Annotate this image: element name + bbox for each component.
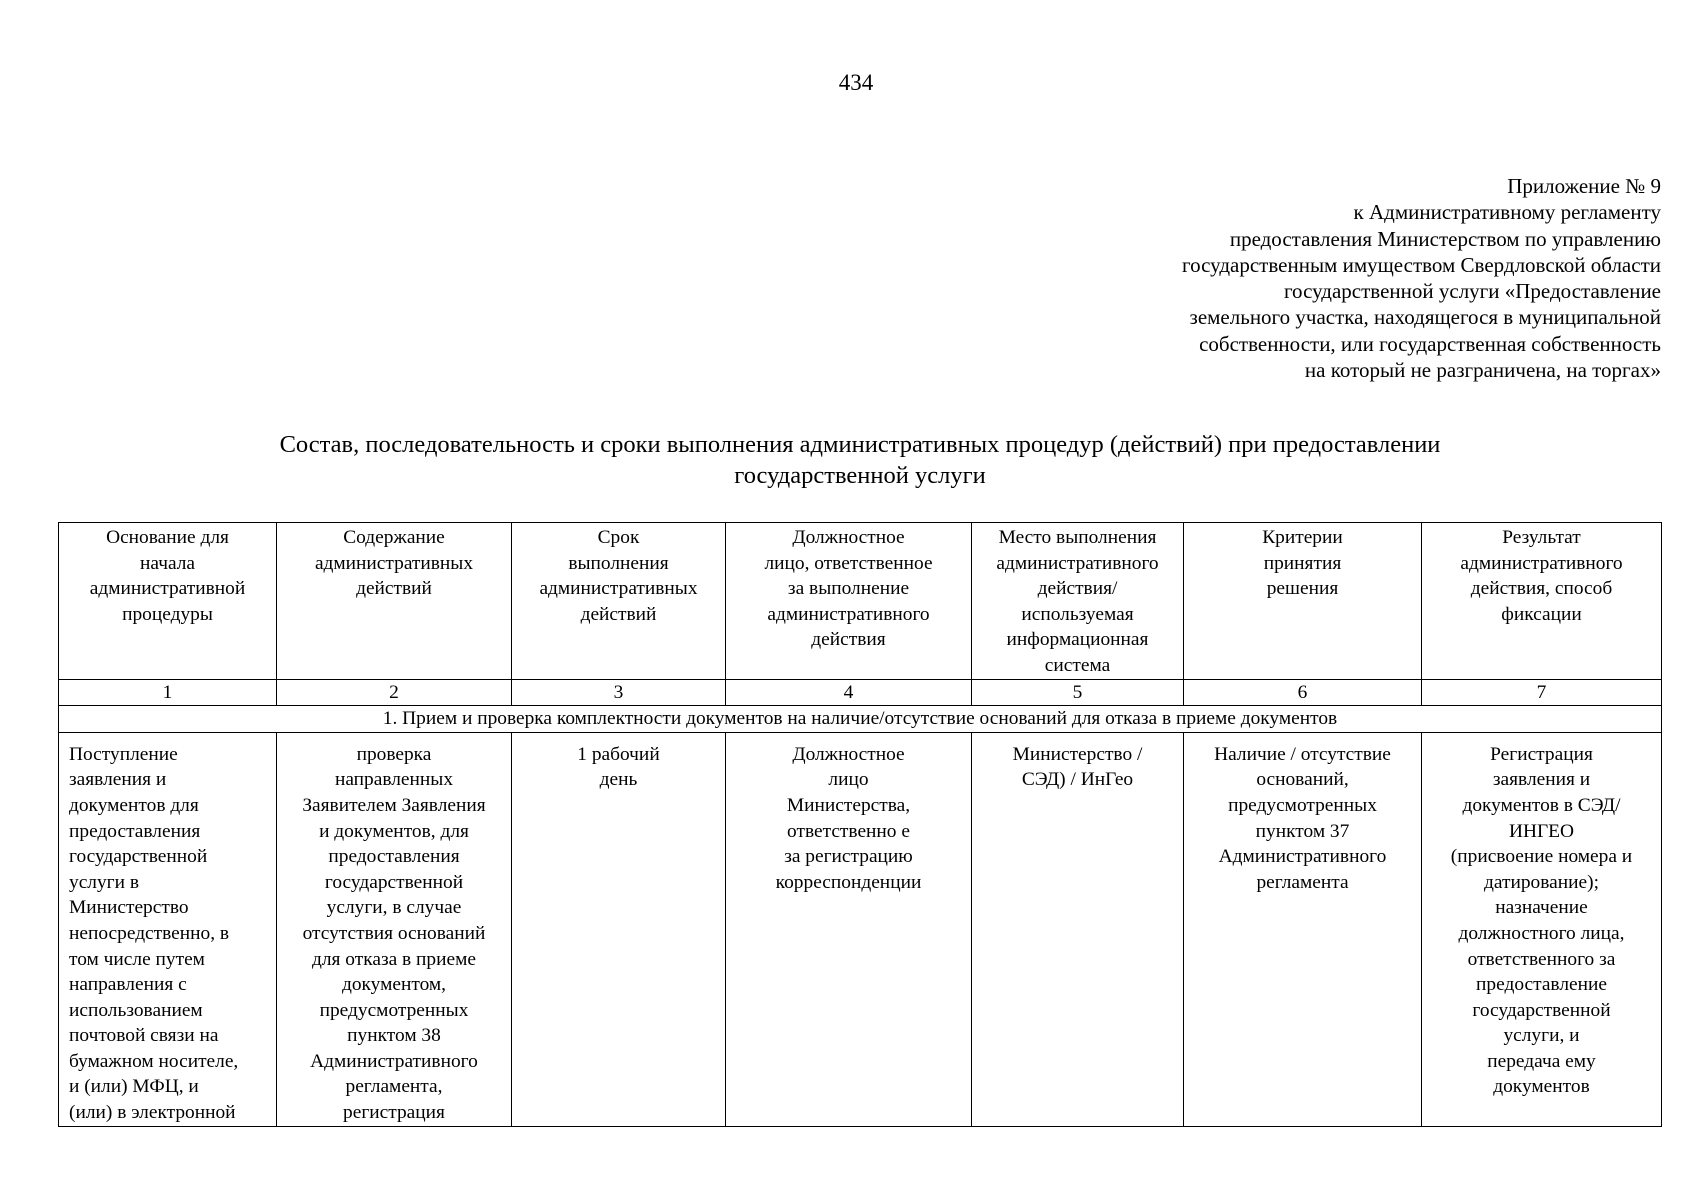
table-cell-content <box>277 732 512 1126</box>
cell-line: датирование); <box>1484 871 1599 893</box>
column-number: 6 <box>1184 679 1422 706</box>
cell-line: административных <box>539 578 698 600</box>
cell-line: решения <box>1266 578 1339 600</box>
appendix-line: Приложение № 9 <box>1507 174 1661 198</box>
cell-line: ответственного за <box>1467 948 1616 970</box>
cell-line: Срок <box>597 527 640 548</box>
cell-line: отсутствия оснований <box>302 922 486 944</box>
cell-line: (присвоение номера и <box>1450 846 1633 868</box>
cell-line: предоставления <box>69 820 201 842</box>
cell-line: лицо, ответственное <box>764 552 933 574</box>
cell-line: почтовой связи на <box>69 1025 219 1047</box>
appendix-line: государственной услуги «Предоставление <box>1283 279 1661 304</box>
cell-line: фиксации <box>1501 603 1582 625</box>
cell-line: Критерии <box>1262 527 1343 548</box>
cell-line: заявления и <box>69 769 167 791</box>
cell-line: Министерства, <box>786 794 911 816</box>
table-cell-place <box>972 732 1184 1126</box>
column-number-row <box>59 679 1662 706</box>
cell-line: лицо <box>828 769 869 791</box>
cell-line: документов в СЭД/ <box>1462 794 1621 816</box>
cell-line: начала <box>139 552 196 574</box>
cell-line: назначение <box>1495 897 1588 919</box>
column-number: 2 <box>277 679 512 706</box>
cell-line: и (или) МФЦ, и <box>69 1076 199 1098</box>
column-number: 5 <box>972 679 1184 706</box>
cell-line: государственной <box>1472 999 1611 1021</box>
cell-line: документов <box>1493 1076 1590 1098</box>
cell-line: государственной <box>69 846 208 868</box>
cell-line: действия <box>811 629 886 651</box>
cell-line: действия, способ <box>1470 578 1613 600</box>
column-number: 1 <box>59 679 277 706</box>
column-number: 3 <box>512 679 726 706</box>
cell-line: корреспонденции <box>775 871 922 893</box>
appendix-line: земельного участка, находящегося в муниципальной <box>1189 305 1661 330</box>
column-number: 4 <box>726 679 972 706</box>
cell-line: процедуры <box>122 603 213 625</box>
column-number: 7 <box>1422 679 1662 706</box>
cell-line: Министерство <box>69 897 189 919</box>
cell-line: Административного <box>310 1050 478 1072</box>
cell-line: Содержание <box>343 527 445 548</box>
cell-line: проверка <box>356 743 432 765</box>
appendix-line: государственным имуществом Свердловской области <box>1182 252 1661 277</box>
cell-line: система <box>1044 654 1111 676</box>
cell-line: принятия <box>1263 552 1342 574</box>
cell-line: за регистрацию <box>784 846 913 868</box>
cell-line: направления с <box>69 974 187 996</box>
cell-line: услуги, и <box>1503 1025 1580 1047</box>
cell-line: Административного <box>1218 846 1387 868</box>
cell-line: ответственно е <box>787 820 910 842</box>
header-cell <box>1184 523 1422 680</box>
header-row <box>59 523 1662 680</box>
cell-line: услуги в <box>69 871 140 893</box>
header-cell <box>726 523 972 680</box>
cell-line: непосредственно, в <box>69 922 230 944</box>
table-cell-criteria <box>1184 732 1422 1126</box>
appendix-note <box>1182 173 1661 383</box>
cell-line: административного <box>996 552 1159 574</box>
cell-line: должностного лица, <box>1458 922 1625 944</box>
table-row <box>59 732 1662 1126</box>
cell-line: действий <box>356 578 432 600</box>
cell-line: документов для <box>69 794 199 816</box>
cell-line: заявления и <box>1492 769 1591 791</box>
cell-line: административных <box>314 552 474 574</box>
cell-line: СЭД) / ИнГео <box>1021 769 1134 791</box>
header-cell <box>1422 523 1662 680</box>
cell-line: направленных <box>334 769 454 791</box>
cell-line: (или) в электронной <box>69 1102 236 1124</box>
appendix-line: на который не разграничена, на торгах» <box>1304 358 1661 383</box>
cell-line: документом, <box>341 974 447 996</box>
cell-line: действий <box>580 603 657 625</box>
header-cell <box>59 523 277 680</box>
cell-line: для отказа в приеме <box>311 948 476 970</box>
cell-line: ИНГЕО <box>1508 820 1575 842</box>
cell-line: день <box>599 769 638 791</box>
cell-line: Должностное <box>792 743 905 765</box>
cell-line: регламента, <box>345 1076 443 1098</box>
cell-line: Министерство / <box>1012 743 1143 765</box>
cell-line: действия/ <box>1037 578 1118 600</box>
cell-line: Регистрация <box>1490 743 1593 765</box>
appendix-line: предоставления Министерством по управлению <box>1229 226 1661 251</box>
appendix-line: к Административному регламенту <box>1353 200 1661 225</box>
cell-line: используемая <box>1021 603 1134 625</box>
cell-line: передача ему <box>1487 1050 1596 1072</box>
title-line: Состав, последовательность и сроки выполнения административных процедур (действий) при предоставлении <box>279 431 1441 458</box>
cell-line: услуги, в случае <box>326 897 462 919</box>
section-title: 1. Прием и проверка комплектности документов на наличие/отсутствие оснований для отказа в приеме документов <box>59 706 1662 733</box>
cell-line: Место выполнения <box>998 527 1157 548</box>
cell-line: Поступление <box>69 743 178 765</box>
cell-line: оснований, <box>1256 769 1349 791</box>
cell-line: пунктом 38 <box>347 1025 441 1047</box>
cell-line: предусмотренных <box>319 999 469 1021</box>
page-number: 434 <box>838 70 874 95</box>
cell-line: использованием <box>69 999 203 1021</box>
cell-line: пунктом 37 <box>1255 820 1350 842</box>
document-title <box>0 429 1697 491</box>
table-cell-result <box>1422 732 1662 1126</box>
appendix-line: собственности, или государственная собственность <box>1199 331 1661 356</box>
cell-line: предусмотренных <box>1228 794 1377 816</box>
cell-line: Наличие / отсутствие <box>1214 743 1391 765</box>
cell-line: административного <box>1460 552 1623 574</box>
cell-line: Должностное <box>792 527 905 548</box>
cell-line: регистрация <box>343 1102 445 1124</box>
header-cell <box>277 523 512 680</box>
cell-line: за выполнение <box>787 578 910 600</box>
cell-line: административного <box>767 603 930 625</box>
section-row <box>59 706 1662 733</box>
procedures-table-grid <box>58 522 1662 1127</box>
cell-line: информационная <box>1006 629 1149 651</box>
cell-line: административной <box>89 578 246 600</box>
cell-line: 1 рабочий <box>577 743 660 765</box>
cell-line: государственной <box>324 871 464 893</box>
cell-line: Заявителем Заявления <box>302 794 486 816</box>
header-cell <box>972 523 1184 680</box>
procedures-table <box>58 522 1661 1127</box>
cell-line: выполнения <box>568 552 669 574</box>
title-line: государственной услуги <box>734 462 986 489</box>
cell-line: том числе путем <box>69 948 205 970</box>
table-cell-basis <box>59 732 277 1126</box>
table-cell-term <box>512 732 726 1126</box>
cell-line: бумажном носителе, <box>69 1050 239 1072</box>
cell-line: и документов, для <box>319 820 469 842</box>
table-cell-official <box>726 732 972 1126</box>
cell-line: предоставление <box>1476 974 1607 996</box>
cell-line: Основание для <box>106 527 229 548</box>
cell-line: регламента <box>1256 871 1349 893</box>
header-cell <box>512 523 726 680</box>
cell-line: Результат <box>1502 527 1581 548</box>
cell-line: предоставления <box>328 846 460 868</box>
